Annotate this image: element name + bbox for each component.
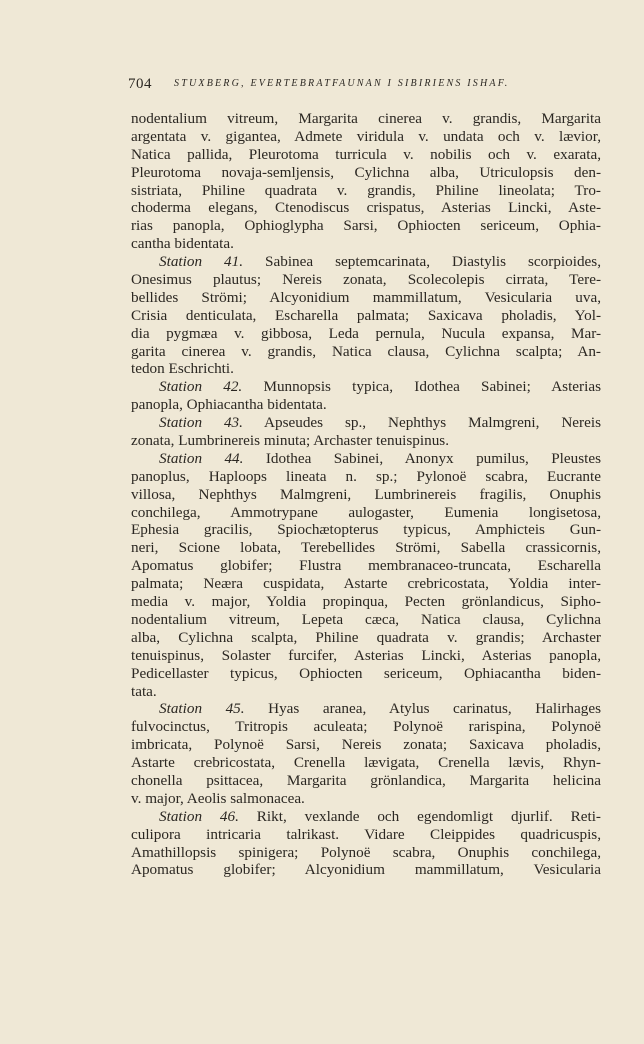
text-line: cantha bidentata.	[131, 235, 234, 253]
station-text: Rikt, vexlande och egendomligt djurlif. Reti-	[238, 807, 601, 825]
station-first-line	[131, 253, 601, 271]
text-line: nodentalium vitreum, Margarita cinerea v. grandis, Margarita	[131, 110, 601, 127]
text-line: palmata; Neæra cuspidata, Astarte crebricostata, Yoldia inter-	[131, 575, 601, 593]
text-line: imbricata, Polynoë Sarsi, Nereis zonata; Saxicava pholadis,	[131, 736, 601, 754]
text-line: Natica pallida, Pleurotoma turricula v. nobilis och v. exarata,	[131, 145, 601, 163]
text-line: alba, Cylichna scalpta, Philine quadrata v. grandis; Archaster	[131, 628, 601, 646]
text-line: panopla, Ophiacantha bidentata.	[131, 396, 327, 414]
text-line: dia pygmæa v. gibbosa, Leda pernula, Nucula expansa, Mar-	[131, 324, 601, 342]
station-paragraph	[131, 378, 601, 414]
text-line: fulvocinctus, Tritropis aculeata; Polynoë rarispina, Polynoë	[131, 718, 601, 736]
station-paragraph	[131, 700, 601, 807]
text-line: argentata v. gigantea, Admete viridula v. undata och v. lævior,	[131, 127, 601, 145]
text-line: choderma elegans, Ctenodiscus crispatus, Asterias Lincki, Aste-	[131, 199, 601, 217]
running-head: STUXBERG, EVERTEBRATFAUNAN I SIBIRIENS ISHAF.	[174, 78, 510, 89]
station-label: Station 45.	[159, 700, 245, 718]
body-text	[131, 110, 601, 879]
text-line: nodentalium vitreum, Lepeta cæca, Natica clausa, Cylichna	[131, 610, 601, 628]
text-line: garita cinerea v. grandis, Natica clausa, Cylichna scalpta; An-	[131, 342, 601, 360]
station-first-line	[131, 808, 601, 826]
text-line: Crisia denticulata, Escharella palmata; Saxicava pholadis, Yol-	[131, 306, 601, 324]
text-line: neri, Scione lobata, Terebellides Strömi, Sabella crassicornis,	[131, 539, 601, 557]
station-first-line	[131, 378, 601, 396]
text-line: sistriata, Philine quadrata v. grandis, Philine lineolata; Tro-	[131, 181, 601, 199]
text-line: bellides Strömi; Alcyonidium mammillatum, Vesicularia uva,	[131, 288, 601, 306]
text-line: Ephesia gracilis, Spiochætopterus typicus, Amphicteis Gun-	[131, 521, 601, 539]
text-line: conchilega, Ammotrypane aulogaster, Eumenia longisetosa,	[131, 503, 601, 521]
text-line: v. major, Aeolis salmonacea.	[131, 789, 305, 807]
text-line: Pedicellaster typicus, Ophiocten sericeum, Ophiacantha biden-	[131, 664, 601, 682]
text-line: rias panopla, Ophioglypha Sarsi, Ophiocten sericeum, Ophia-	[131, 217, 601, 235]
text-line: Pleurotoma novaja-semljensis, Cylichna alba, Utriculopsis den-	[131, 163, 601, 181]
station-label: Station 44.	[159, 449, 244, 467]
text-line: Amathillopsis spinigera; Polynoë scabra, Onuphis conchilega,	[131, 843, 601, 861]
station-text: Hyas aranea, Atylus carinatus, Halirhages	[244, 700, 601, 718]
text-line: Apomatus globifer; Alcyonidium mammillatum, Vesicularia	[131, 861, 601, 879]
station-text: Apseudes sp., Nephthys Malmgreni, Nereis	[242, 414, 601, 432]
station-label: Station 42.	[159, 378, 243, 396]
station-first-line	[131, 414, 601, 432]
station-paragraph	[131, 253, 601, 378]
station-label: Station 43.	[159, 414, 243, 432]
station-text: Munnopsis typica, Idothea Sabinei; Asterias	[242, 378, 601, 396]
text-line: culipora intricaria talrikast. Vidare Cleippides quadricuspis,	[131, 825, 601, 843]
station-label: Station 41.	[159, 253, 244, 271]
station-paragraph	[131, 808, 601, 880]
page-number: 704	[128, 76, 152, 92]
intro-paragraph	[131, 110, 601, 253]
station-text: Idothea Sabinei, Anonyx pumilus, Pleustes	[243, 449, 601, 467]
text-line: chonella psittacea, Margarita grönlandica, Margarita helicina	[131, 771, 601, 789]
text-line: Onesimus plautus; Nereis zonata, Scolecolepis cirrata, Tere-	[131, 271, 601, 289]
text-line: panoplus, Haploops lineata n. sp.; Pylonoë scabra, Eucrante	[131, 467, 601, 485]
text-line: media v. major, Yoldia propinqua, Pecten grönlandicus, Sipho-	[131, 593, 601, 611]
station-text: Sabinea septemcarinata, Diastylis scorpioides,	[243, 253, 601, 271]
station-first-line	[131, 450, 601, 468]
text-line: tenuispinus, Solaster furcifer, Asterias Lincki, Asterias panopla,	[131, 646, 601, 664]
station-label: Station 46.	[159, 807, 239, 825]
running-header	[128, 76, 602, 96]
text-line: Apomatus globifer; Flustra membranaceo-truncata, Escharella	[131, 557, 601, 575]
text-line: zonata, Lumbrinereis minuta; Archaster tenuispinus.	[131, 432, 450, 450]
station-paragraph	[131, 450, 601, 700]
station-paragraph	[131, 414, 601, 450]
text-line: tedon Eschrichti.	[131, 360, 234, 378]
text-line: Astarte crebricostata, Crenella lævigata, Crenella lævis, Rhyn-	[131, 754, 601, 772]
station-list	[131, 253, 601, 879]
text-line: tata.	[131, 682, 157, 700]
text-line: villosa, Nephthys Malmgreni, Lumbrinereis fragilis, Onuphis	[131, 485, 601, 503]
station-first-line	[131, 700, 601, 718]
